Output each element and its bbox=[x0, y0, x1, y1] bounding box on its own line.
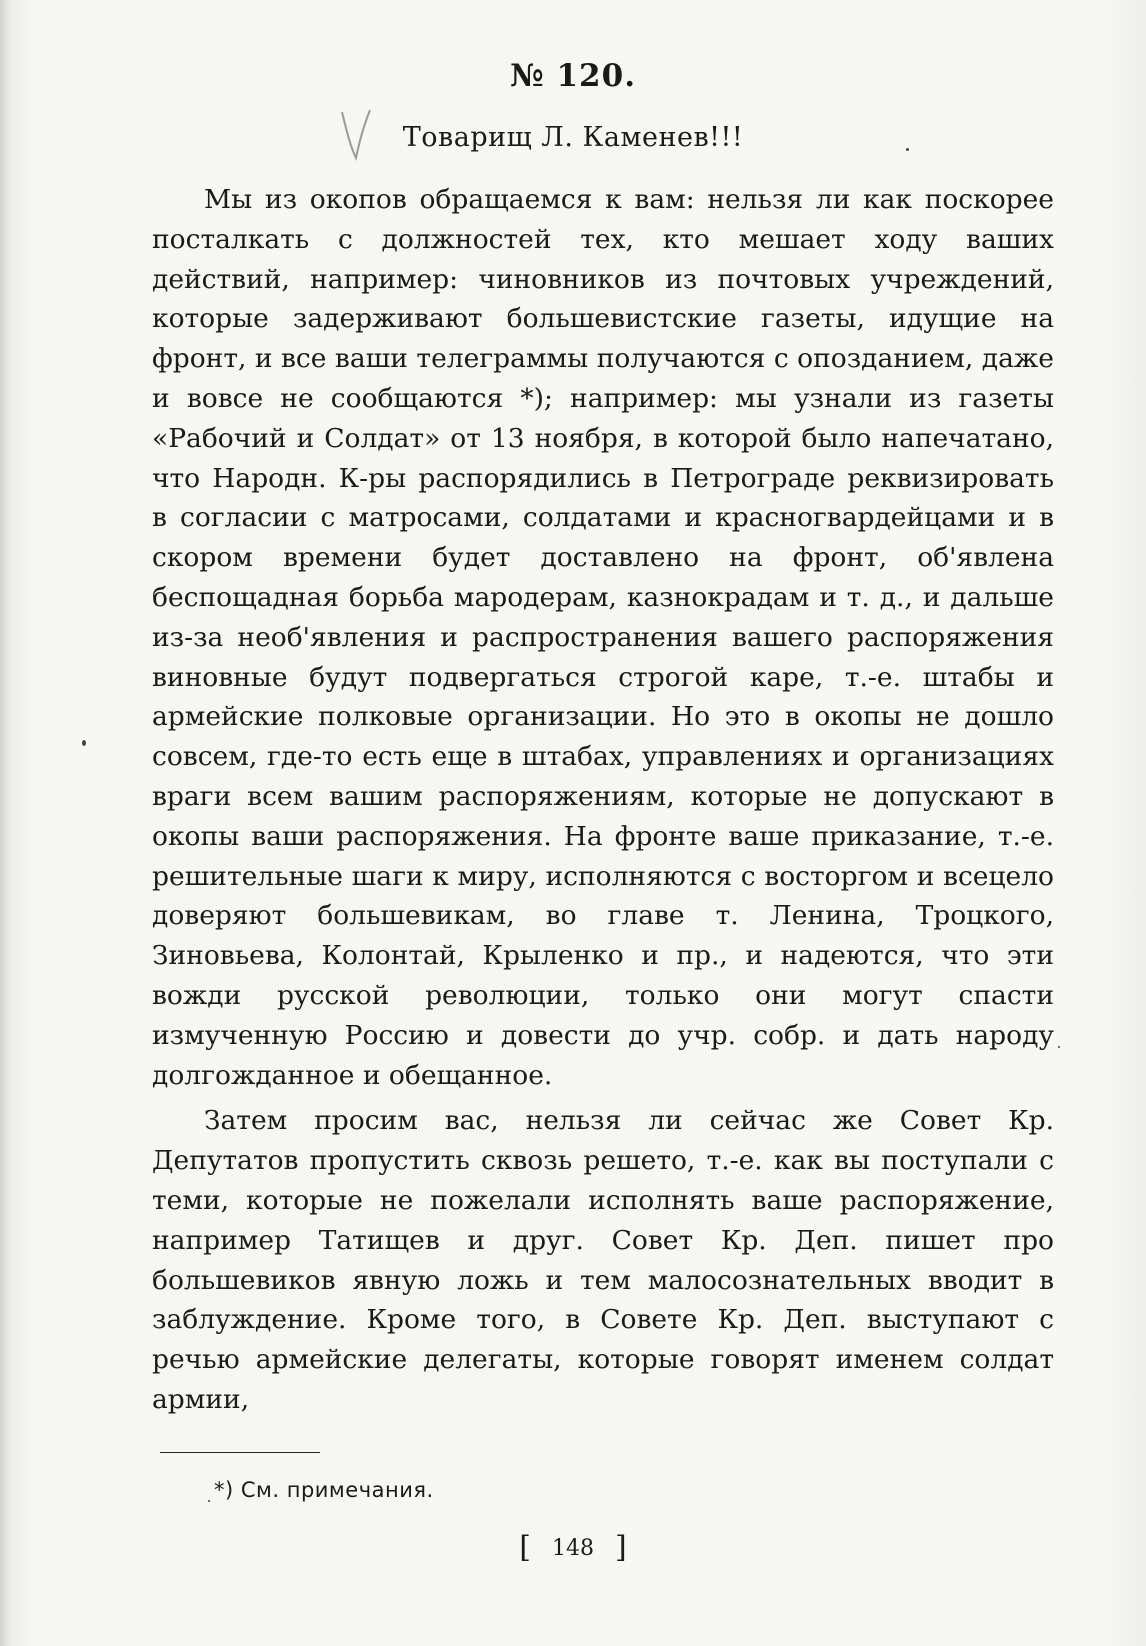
document-number: № 120. bbox=[510, 58, 636, 94]
page-binding-edge bbox=[0, 0, 10, 1646]
page-number-block bbox=[0, 1530, 1146, 1565]
scan-speck bbox=[1058, 1046, 1060, 1048]
letter-body bbox=[152, 180, 1054, 1420]
paragraph-2: Затем просим вас, нельзя ли сейчас же Совет Кр. Депутатов пропустить сквозь решето, т.-е. как вы поступали с теми, которые не пожелали исполнять ваше распоряжение, например Татищев и друг. Совет Кр. Деп. пишет про большевиков явную ложь и тем малосознательных вводит в заблуждение. Кроме того, в Совете Кр. Деп. выступают с речью армейские делегаты, которые говорят именем солдат армии, bbox=[152, 1105, 1054, 1415]
footnote-divider bbox=[160, 1452, 320, 1453]
scan-speck bbox=[906, 148, 909, 151]
scan-speck bbox=[208, 1500, 210, 1502]
right-bracket: ] bbox=[615, 1530, 627, 1565]
scan-speck bbox=[82, 740, 86, 746]
footnote: *) См. примечания. bbox=[214, 1478, 434, 1502]
paragraph-1: Мы из окопов обращаемся к вам: нельзя ли как поскорее посталкать с должностей тех, кто мешает ходу ваших действий, например: чиновников из почтовых учреждений, которые задерживают большевистские газеты, идущие на фронт, и все ваши телеграммы получаются с опозданием, даже и вовсе не сообщаются *); например: мы узнали из газеты «Рабочий и Солдат» от 13 ноября, в которой было напечатано, что Народн. К-ры распорядились в Петрограде реквизировать в согласии с матросами, солдатами и красногвардейцами и в скором времени будет доставлено на фронт, об'явлена беспощадная борьба мародерам, казнокрадам и т. д., и дальше из-за необ'явления и распространения вашего распоряжения виновные будут подвергаться строгой каре, т.-е. штабы и армейские полковые организации. Но это в окопы не дошло совсем, где-то есть еще в штабах, управлениях и организациях враги всем вашим распоряжениям, которые не допускают в окопы ваши распоряжения. На фронте ваше приказание, т.-е. решительные шаги к миру, исполняются с восторгом и всецело доверяют большевикам, во главе т. Ленина, Троцкого, Зиновьева, Колонтай, Крыленко и пр., и надеются, что эти вожди русской революции, только они могут спасти измученную Россию и довести до учр. собр. и дать народу долгожданное и обещанное. bbox=[152, 184, 1054, 1091]
letter-salutation: Товарищ Л. Каменев!!! bbox=[402, 122, 744, 153]
page-number: 148 bbox=[552, 1536, 594, 1561]
left-bracket: [ bbox=[519, 1530, 531, 1565]
